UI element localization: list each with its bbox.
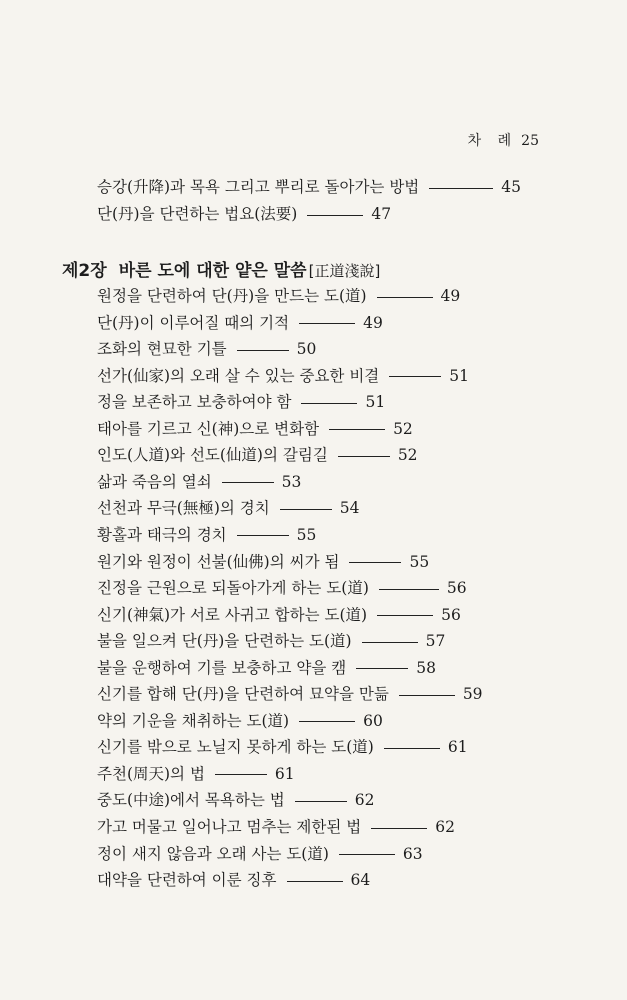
toc-entry-title: 불을 일으켜 단(丹)을 단련하는 도(道) [97, 632, 352, 651]
toc-entry-title: 단(丹)이 이루어질 때의 기적 [97, 313, 290, 332]
chapter-heading [62, 257, 380, 285]
toc-entry-page: 61 [274, 764, 295, 783]
toc-entry [97, 841, 423, 867]
toc-entry-page: 45 [501, 178, 522, 196]
toc-entry-title: 진정을 근원으로 되돌아가게 하는 도(道) [97, 579, 369, 598]
toc-entry-page: 55 [296, 525, 317, 544]
toc-entry-title: 신기를 밖으로 노닐지 못하게 하는 도(道) [97, 738, 374, 757]
toc-entry [97, 174, 521, 200]
toc-entry-title: 원정을 단련하여 단(丹)을 만드는 도(道) [97, 287, 367, 305]
toc-entry-leader [307, 215, 363, 216]
toc-entry-leader [339, 854, 395, 855]
toc-entry-page: 63 [402, 844, 423, 863]
toc-entry-page: 49 [363, 313, 383, 332]
toc-entry-leader [349, 562, 401, 563]
toc-entry-title: 정을 보존하고 보충하여야 함 [97, 393, 292, 412]
toc-entry-page: 60 [363, 711, 383, 730]
toc-entry [97, 708, 383, 734]
toc-entry-page: 51 [365, 393, 386, 412]
toc-entry [97, 787, 374, 813]
toc-entry-title: 중도(中途)에서 목욕하는 법 [97, 791, 285, 810]
toc-entry-leader [301, 403, 357, 404]
toc-entry-leader [356, 668, 408, 669]
toc-entry-title: 인도(人道)와 선도(仙道)의 갈림길 [97, 446, 328, 465]
toc-entry-page: 58 [416, 658, 436, 677]
toc-entry [97, 336, 316, 362]
toc-entry-title: 선가(仙家)의 오래 살 수 있는 중요한 비결 [97, 366, 380, 385]
toc-entry [97, 416, 413, 442]
toc-entry-leader [299, 323, 355, 324]
toc-entry-title: 조화의 현묘한 기틀 [97, 340, 227, 359]
toc-entry [97, 761, 295, 787]
toc-entry [97, 628, 445, 654]
toc-entry [97, 734, 468, 760]
toc-entry-title: 신기(神氣)가 서로 사귀고 합하는 도(道) [97, 605, 368, 624]
toc-entry-leader [384, 748, 440, 749]
toc-entry [97, 602, 461, 628]
toc-entry-leader [295, 801, 347, 802]
toc-entry-title: 원기와 원정이 선불(仙佛)의 씨가 됨 [97, 552, 340, 571]
toc-entry [97, 283, 460, 309]
toc-entry [97, 310, 383, 336]
toc-entry [97, 522, 316, 548]
toc-entry-leader [329, 429, 385, 430]
toc-entry-leader [371, 828, 427, 829]
toc-entry-leader [237, 350, 289, 351]
toc-entry [97, 655, 436, 681]
toc-entry-page: 57 [425, 632, 446, 651]
toc-entry [97, 363, 469, 389]
toc-entry-page: 51 [449, 366, 470, 385]
toc-entry-leader [389, 376, 441, 377]
toc-entry [97, 549, 429, 575]
toc-entry-leader [280, 509, 332, 510]
toc-entry-page: 50 [296, 340, 317, 359]
toc-entry-title: 약의 기운을 채취하는 도(道) [97, 711, 290, 730]
toc-entry-leader [399, 695, 455, 696]
toc-entry [97, 469, 301, 495]
toc-entry-page: 56 [441, 605, 461, 624]
toc-entry-leader [429, 188, 493, 189]
toc-entry [97, 495, 359, 521]
toc-entry-leader [377, 297, 433, 298]
toc-entry-page: 62 [435, 818, 455, 836]
chapter-number: 제2장 [62, 261, 107, 281]
toc-entry [97, 681, 483, 707]
toc-entry-title: 정이 새지 않음과 오래 사는 도(道) [97, 844, 329, 863]
chapter-title: 바른 도에 대한 얕은 말씀 [118, 261, 307, 281]
toc-entry-leader [379, 589, 439, 590]
toc-entry-leader [299, 721, 355, 722]
toc-entry [97, 442, 418, 468]
toc-entry-page: 59 [462, 685, 483, 704]
toc-entry-title: 대약을 단련하여 이룬 징후 [97, 871, 277, 890]
toc-entry-title: 승강(升降)과 목욕 그리고 뿌리로 돌아가는 방법 [97, 178, 420, 196]
running-head-title: 차 례 [467, 133, 518, 149]
toc-entry-leader [377, 615, 433, 616]
toc-entry-title: 태아를 기르고 신(神)으로 변화함 [97, 419, 320, 438]
toc-entry-leader [362, 642, 418, 643]
toc-entry-page: 62 [354, 791, 375, 810]
toc-entry-page: 53 [281, 472, 302, 491]
toc-entry-title: 황홀과 태극의 경치 [97, 525, 227, 544]
toc-entry-leader [287, 881, 343, 882]
toc-entry-title: 불을 운행하여 기를 보충하고 약을 캠 [97, 658, 347, 677]
running-head [468, 130, 539, 150]
toc-entry-page: 55 [409, 552, 430, 571]
toc-entry-title: 선천과 무극(無極)의 경치 [97, 499, 270, 518]
toc-entry-page: 54 [339, 499, 360, 518]
chapter-hanja: [正道淺說] [308, 262, 381, 280]
toc-entry-title: 삶과 죽음의 열쇠 [97, 472, 212, 491]
toc-entry-leader [215, 774, 267, 775]
toc-entry-title: 가고 머물고 일어나고 멈추는 제한된 법 [97, 818, 362, 836]
toc-entry-leader [338, 456, 390, 457]
toc-entry [97, 575, 467, 601]
toc-entry-page: 61 [447, 738, 468, 757]
toc-entry [97, 814, 455, 840]
toc-entry-title: 단(丹)을 단련하는 법요(法要) [97, 205, 298, 223]
toc-entry-page: 47 [371, 205, 392, 223]
toc-entry-title: 주천(周天)의 법 [97, 764, 205, 783]
toc-entry [97, 201, 391, 227]
toc-entry-page: 49 [440, 287, 461, 305]
toc-entry-page: 56 [446, 579, 467, 598]
toc-entry [97, 389, 385, 415]
running-head-page-number: 25 [521, 133, 539, 149]
toc-entry-page: 64 [350, 871, 371, 890]
toc-entry-page: 52 [393, 419, 413, 438]
toc-entry-title: 신기를 합해 단(丹)을 단련하여 묘약을 만듦 [97, 685, 389, 704]
toc-entry [97, 867, 370, 893]
toc-entry-page: 52 [397, 446, 418, 465]
toc-entry-leader [222, 482, 274, 483]
toc-entry-leader [237, 535, 289, 536]
